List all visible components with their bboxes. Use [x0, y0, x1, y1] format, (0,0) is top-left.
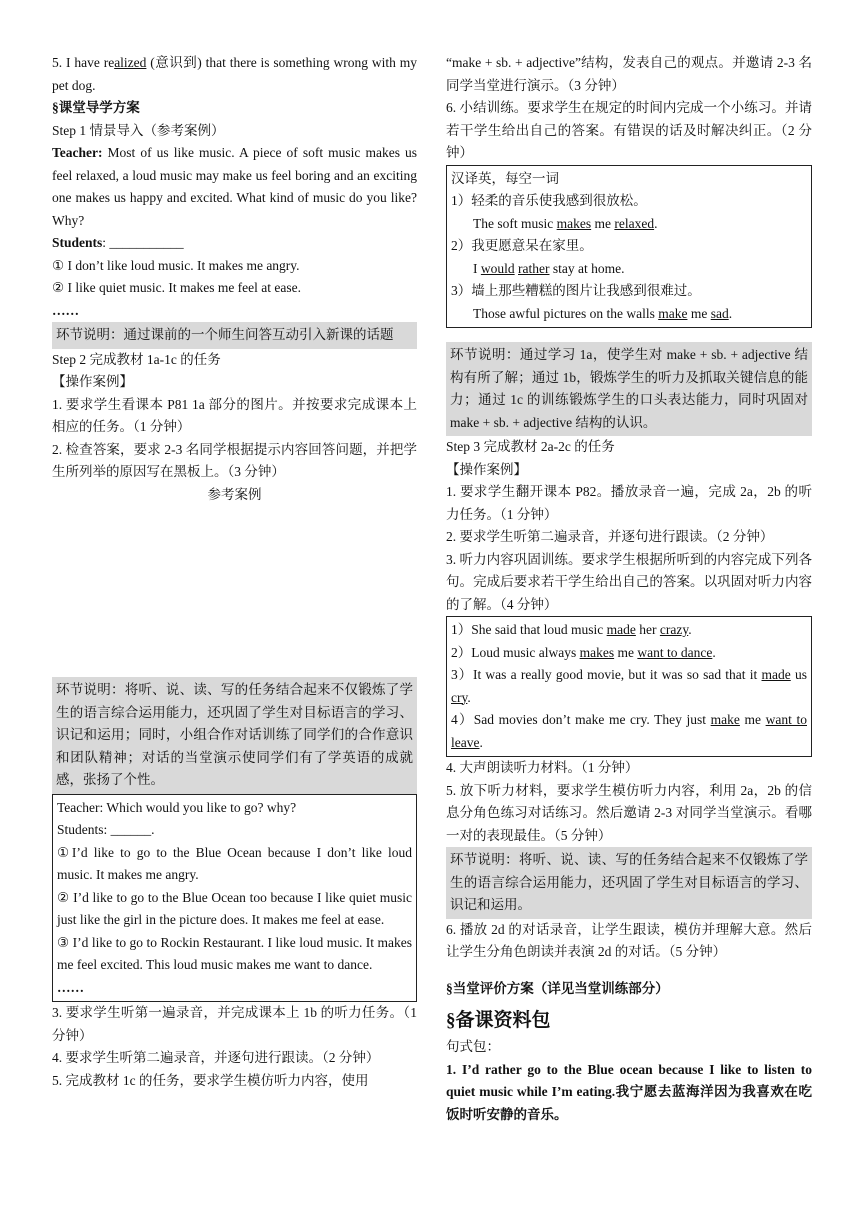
translation-q3: 3）墙上那些糟糕的图片让我感到很难过。 — [451, 283, 701, 298]
right-continuation: “make + sb. + adjective”结构，发表自己的观点。并邀请 2-3 名同学当堂进行演示。（3 分钟） — [446, 55, 812, 93]
prep-materials-heading: §备课资料包 — [446, 1010, 551, 1031]
dialogue-answer-1: ①I’d like to go to the Blue Ocean because I don’t like loud music. It makes me angry. — [57, 844, 412, 882]
blank-space — [52, 506, 417, 677]
dialogue-answer-2: ② I’d like to go to the Blue Ocean too because I like quiet music just like the girl in the picture does. It makes me feel at ease. — [57, 889, 412, 927]
spacer — [446, 328, 812, 342]
step2-item-2: 2. 检查答案，要求 2-3 名同学根据提示内容回答问题，并把学生所列举的原因写在黑板上。（3 分钟） — [52, 441, 417, 479]
note-box-1: 环节说明：通过课前的一个师生问答互动引入新课的话题 — [52, 322, 417, 349]
students-line: Students: ___________ — [52, 235, 184, 250]
step2-item-4: 4. 要求学生听第二遍录音，并逐句进行跟读。（2 分钟） — [52, 1050, 380, 1065]
dialogue-students: Students: ______. — [57, 822, 155, 837]
teacher-line: Teacher: Most of us like music. A piece of soft music makes us feel relaxed, a loud music may make us feel boring and an exciting one makes us happy and excited. What kind of music do you like? Why? — [52, 145, 417, 228]
left-column — [52, 52, 417, 1092]
listening-4: 4）Sad movies don’t make me cry. They just make me want to leave. — [451, 712, 807, 750]
answer-1: ① I don’t like loud music. It makes me angry. — [52, 257, 300, 273]
dialogue-ellipsis: …… — [57, 979, 84, 995]
step2-item-3: 3. 要求学生听第一遍录音，并完成课本上 1b 的听力任务。（1 分钟） — [52, 1005, 417, 1043]
operation-case-label: 【操作案例】 — [52, 374, 133, 389]
step3-item-2: 2. 要求学生听第二遍录音，并逐句进行跟读。（2 分钟） — [446, 529, 774, 544]
dialogue-box — [52, 794, 417, 1003]
translation-q1: 1）轻柔的音乐使我感到很放松。 — [451, 193, 647, 208]
listening-2: 2）Loud music always makes me want to dance. — [451, 644, 716, 660]
evaluation-heading: §当堂评价方案（详见当堂训练部分） — [446, 980, 669, 996]
note-box-4: 环节说明：将听、说、读、写的任务结合起来不仅锻炼了学生的语言综合运用能力，还巩固了学生对目标语言的学习、识记和运用。 — [446, 847, 812, 919]
ellipsis: …… — [52, 302, 79, 318]
listening-box — [446, 616, 812, 757]
note-box-3: 环节说明：通过学习 1a，使学生对 make + sb. + adjective 结构有所了解；通过 1b，锻炼学生的听力及抓取关键信息的能力；通过 1c 的训练锻炼学生的口头表达能力，同时巩固对 make + sb. + adjective 结构的认识。 — [446, 342, 812, 436]
pattern-label: 句式包： — [446, 1039, 500, 1054]
translation-q2: 2）我更愿意呆在家里。 — [451, 238, 593, 253]
answer-2: ② I like quiet music. It makes me feel at ease. — [52, 280, 302, 295]
translation-a3: Those awful pictures on the walls make me sad. — [473, 305, 733, 321]
listening-1: 1）She said that loud music made her crazy. — [451, 622, 692, 637]
intro-sentence-5: 5. I have realized (意识到) that there is something wrong with my pet dog. — [52, 55, 417, 93]
step1-heading: Step 1 情景导入（参考案例） — [52, 122, 225, 138]
step3-item-3: 3. 听力内容巩固训练。要求学生根据所听到的内容完成下列各句。完成后要求若干学生给出自己的答案。以巩固对听力内容的了解。（4 分钟） — [446, 551, 812, 612]
translation-a1: The soft music makes me relaxed. — [473, 215, 658, 231]
section-title-guide: §课堂导学方案 — [52, 100, 140, 115]
operation-case-label-2: 【操作案例】 — [446, 461, 527, 477]
translation-a2: I would rather stay at home. — [473, 260, 625, 276]
pattern-sentence-1: 1. I’d rather go to the Blue ocean because I like to listen to quiet music while I’m eating.我宁愿去蓝海洋因为我喜欢在吃饭时听安静的音乐。 — [446, 1061, 812, 1122]
listening-3: 3）It was a really good movie, but it was so sad that it made us cry. — [451, 667, 807, 705]
right-column — [446, 52, 812, 1126]
dialogue-answer-3: ③ I’d like to go to Rockin Restaurant. I like loud music. It makes me feel excited. This loud music makes me want to dance. — [57, 934, 412, 972]
reference-case-label: 参考案例 — [207, 486, 262, 502]
step2-heading: Step 2 完成教材 1a-1c 的任务 — [52, 351, 221, 367]
step3-heading: Step 3 完成教材 2a-2c 的任务 — [446, 439, 615, 454]
step3-item-1: 1. 要求学生翻开课本 P82。播放录音一遍，完成 2a，2b 的听力任务。（1 分钟） — [446, 484, 812, 522]
step2-item-5: 5. 完成教材 1c 的任务，要求学生模仿听力内容，使用 — [52, 1072, 369, 1088]
summary-training: 6. 小结训练。要求学生在规定的时间内完成一个小练习。并请若干学生给出自己的答案。有错误的话及时解决纠正。（2 分钟） — [446, 100, 812, 160]
dialogue-teacher: Teacher: Which would you like to go? why? — [57, 799, 297, 815]
spacer-2 — [446, 964, 812, 978]
translation-box — [446, 165, 812, 329]
step3-item-6: 6. 播放 2d 的对话录音，让学生跟读，模仿并理解大意。然后让学生分角色朗读并表演 2d 的对话。（5 分钟） — [446, 921, 812, 959]
note-box-2: 环节说明：将听、说、读、写的任务结合起来不仅锻炼了学生的语言综合运用能力，还巩固了学生对目标语言的学习、识记和运用；同时，小组合作对话训练了同学们的合作意识和团队精神；对话的当堂演示使同学们有了学英语的成就感，张扬了个性。 — [52, 677, 417, 794]
step2-item-1: 1. 要求学生看课本 P81 1a 部分的图片。并按要求完成课本上相应的任务。（1 分钟） — [52, 396, 417, 434]
translation-title: 汉译英，每空一词 — [451, 170, 559, 186]
step3-item-5: 5. 放下听力材料，要求学生模仿听力内容，利用 2a，2b 的信息分角色练习对话练习。然后邀请 2-3 对同学当堂演示。看哪一对的表现最佳。（5 分钟） — [446, 782, 812, 843]
step3-item-4: 4. 大声朗读听力材料。（1 分钟） — [446, 760, 639, 775]
